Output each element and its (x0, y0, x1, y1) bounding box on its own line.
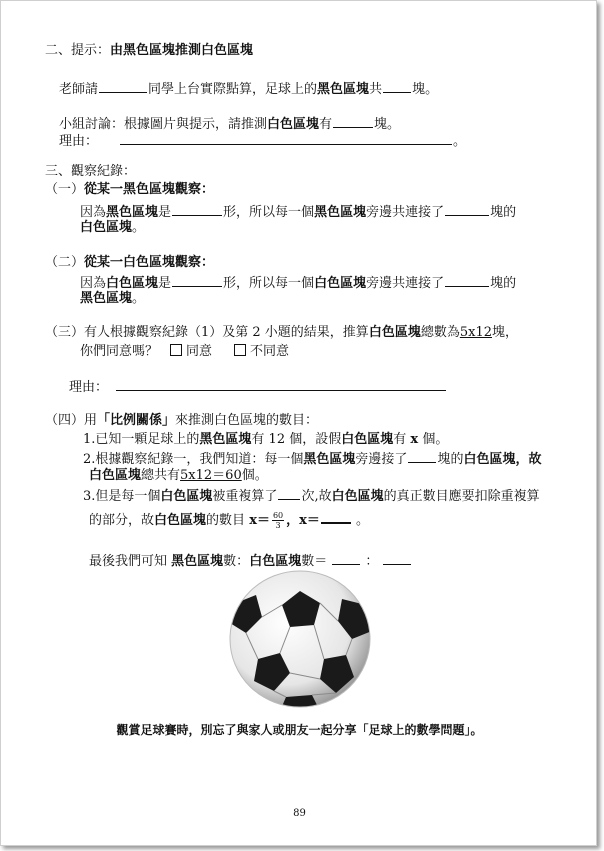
part-3-line2: 你們同意嗎？ 同意 不同意 (80, 344, 290, 359)
white-shape-blank[interactable] (172, 273, 222, 287)
observe-white-heading: （二）從某一白色區塊觀察： (45, 255, 215, 270)
part-3-reason-blank[interactable] (116, 377, 446, 391)
white-neighbors-blank[interactable] (445, 273, 489, 287)
disagree-checkbox[interactable] (234, 344, 246, 356)
caption: 觀賞足球賽時，別忘了與家人或朋友一起分享「足球上的數學問題」。 (116, 723, 483, 737)
observe-black-heading: （一）從某一黑色區塊觀察： (45, 182, 215, 197)
final-ratio-line: 最後我們可知 黑色區塊數：白色區塊數＝ ： (89, 551, 412, 571)
student-name-blank[interactable] (99, 79, 147, 93)
black-count-blank[interactable] (383, 79, 411, 93)
part-3-reason: 理由： (69, 377, 447, 397)
observe-white-line2: 黑色區塊。 (80, 291, 146, 306)
step3-blank[interactable] (278, 486, 300, 500)
agree-checkbox[interactable] (170, 344, 182, 356)
observe-white-line1: 因為白色區塊是 形，所以每一個白色區塊旁邊共連接了 塊的 (80, 273, 516, 293)
ratio-white-blank[interactable] (383, 551, 411, 565)
observe-black-line2: 白色區塊。 (80, 220, 146, 235)
section-2-title: 二、提示：由黑色區塊推測白色區塊 (45, 43, 254, 58)
reason-blank[interactable] (120, 131, 452, 145)
x-answer-blank[interactable] (321, 509, 351, 524)
disagree-label: 不同意 (250, 344, 290, 359)
black-neighbors-blank[interactable] (445, 202, 489, 216)
part-4-step3-line2: 的部分，故白色區塊的數目 x＝ $\frac{60}{3}$ ，x＝ 。 (89, 511, 370, 530)
agree-label: 同意 (186, 344, 213, 359)
fraction: $\frac{60}{3}$ (272, 511, 284, 530)
part-4-step3: 3.但是每一個白色區塊被重複算了 次,故白色區塊的真正數目應要扣除重複算 (83, 486, 540, 506)
part-3-line1: （三）有人根據觀察紀錄（1）及第 2 小題的結果，推算白色區塊總數為5x12塊， (45, 325, 519, 340)
section-2-reason: 理由： 。 (59, 131, 466, 151)
ratio-black-blank[interactable] (332, 551, 360, 565)
part-4-step2-line2: 白色區塊總共有5x12＝60個。 (89, 468, 268, 483)
part-4-heading: （四）用「比例關係」來推測白色區塊的數目： (45, 413, 319, 428)
white-count-blank[interactable] (333, 114, 373, 128)
part-4-step1: 1.已知一顆足球上的黑色區塊有 12 個，設假白色區塊有 x 個。 (83, 432, 449, 447)
section-3-title: 三、觀察紀錄： (45, 164, 137, 179)
page-number: 89 (293, 808, 306, 819)
group-discussion-line: 小組討論：根據圖片與提示，請推測白色區塊有 塊。 (59, 114, 400, 134)
black-shape-blank[interactable] (172, 202, 222, 216)
part-4-step2: 2.根據觀察紀錄一，我們知道：每一個黑色區塊旁邊接了 塊的白色區塊，故 (83, 449, 541, 469)
observe-black-line1: 因為黑色區塊是 形，所以每一個黑色區塊旁邊共連接了 塊的 (80, 202, 516, 222)
teacher-line: 老師請 同學上台實際點算，足球上的黑色區塊共 塊。 (59, 79, 438, 99)
soccer-ball-icon (228, 569, 372, 709)
step2-blank[interactable] (408, 449, 436, 463)
